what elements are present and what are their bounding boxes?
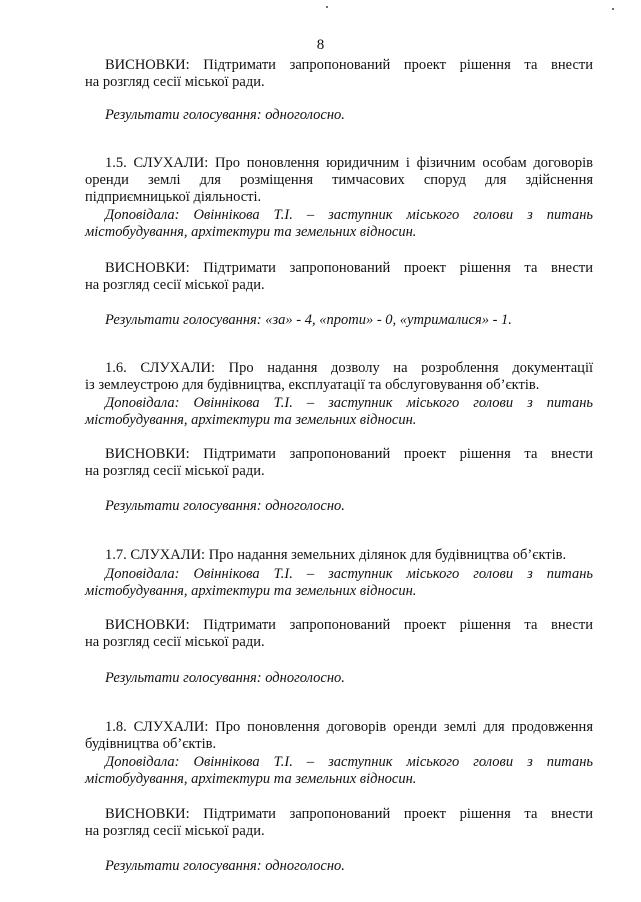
heard-text: 1.6. СЛУХАЛИ: Про надання дозволу на розроблення документації bbox=[105, 360, 593, 376]
vote-result-1-6: Результати голосування: одноголосно. bbox=[105, 498, 345, 514]
speaker-text: містобудування, архітектури та земельних відносин. bbox=[85, 412, 417, 428]
heard-text: 1.8. СЛУХАЛИ: Про поновлення договорів оренди землі для продовження bbox=[105, 719, 593, 735]
conclusion-text: ВИСНОВКИ: Підтримати запропонований проект рішення та внести bbox=[105, 806, 593, 822]
conclusion-text: ВИСНОВКИ: Підтримати запропонований проект рішення та внести bbox=[105, 617, 593, 633]
heard-text: 1.7. СЛУХАЛИ: Про надання земельних ділянок для будівництва об’єктів. bbox=[105, 547, 567, 563]
vote-result-1-7: Результати голосування: одноголосно. bbox=[105, 670, 345, 686]
speaker-text: Доповідала: Овіннікова Т.І. – заступник міського голови з питань bbox=[105, 207, 593, 223]
vote-result: Результати голосування: одноголосно. bbox=[105, 107, 345, 123]
heard-text: 1.5. СЛУХАЛИ: Про поновлення юридичним і фізичним особам договорів bbox=[105, 155, 593, 171]
speaker-text: містобудування, архітектури та земельних відносин. bbox=[85, 771, 417, 787]
heard-text: із землеустрою для будівництва, експлуатації та обслуговування об’єктів. bbox=[85, 377, 540, 393]
heard-text: оренди землі для розміщення тимчасових споруд для здійснення bbox=[85, 172, 593, 188]
speaker-paragraph-1-5 bbox=[85, 207, 593, 241]
heard-paragraph-1-6 bbox=[85, 360, 593, 394]
heard-paragraph-1-8 bbox=[85, 719, 593, 753]
heard-text: підприємницької діяльності. bbox=[85, 189, 262, 205]
conclusion-paragraph-1-5 bbox=[85, 260, 593, 294]
heard-paragraph-1-5 bbox=[85, 155, 593, 206]
speaker-text: Доповідала: Овіннікова Т.І. – заступник міського голови з питань bbox=[105, 754, 593, 770]
speaker-paragraph-1-7 bbox=[85, 566, 593, 600]
conclusion-text: на розгляд сесії міської ради. bbox=[85, 277, 265, 293]
speaker-paragraph-1-8 bbox=[85, 754, 593, 788]
speaker-paragraph-1-6 bbox=[85, 395, 593, 429]
conclusion-text: на розгляд сесії міської ради. bbox=[85, 634, 265, 650]
speaker-text: містобудування, архітектури та земельних відносин. bbox=[85, 224, 417, 240]
conclusion-text: на розгляд сесії міської ради. bbox=[85, 463, 265, 479]
speaker-text: містобудування, архітектури та земельних відносин. bbox=[85, 583, 417, 599]
conclusion-paragraph-1-8 bbox=[85, 806, 593, 840]
page-number: 8 bbox=[316, 37, 325, 53]
conclusion-paragraph-1-6 bbox=[85, 446, 593, 480]
scan-speck bbox=[612, 8, 614, 10]
conclusion-text: ВИСНОВКИ: Підтримати запропонований проект рішення та внести bbox=[105, 57, 593, 73]
scan-speck bbox=[326, 6, 328, 8]
speaker-text: Доповідала: Овіннікова Т.І. – заступник міського голови з питань bbox=[105, 566, 593, 582]
conclusion-text: ВИСНОВКИ: Підтримати запропонований проект рішення та внести bbox=[105, 260, 593, 276]
conclusion-text: ВИСНОВКИ: Підтримати запропонований проект рішення та внести bbox=[105, 446, 593, 462]
heard-paragraph-1-7 bbox=[85, 547, 593, 564]
speaker-text: Доповідала: Овіннікова Т.І. – заступник міського голови з питань bbox=[105, 395, 593, 411]
conclusion-paragraph bbox=[85, 57, 593, 91]
conclusion-text: на розгляд сесії міської ради. bbox=[85, 74, 265, 90]
vote-result-1-8: Результати голосування: одноголосно. bbox=[105, 858, 345, 874]
conclusion-text: на розгляд сесії міської ради. bbox=[85, 823, 265, 839]
conclusion-paragraph-1-7 bbox=[85, 617, 593, 651]
vote-result-1-5: Результати голосування: «за» - 4, «проти» - 0, «утрималися» - 1. bbox=[105, 312, 512, 328]
heard-text: будівництва об’єктів. bbox=[85, 736, 217, 752]
